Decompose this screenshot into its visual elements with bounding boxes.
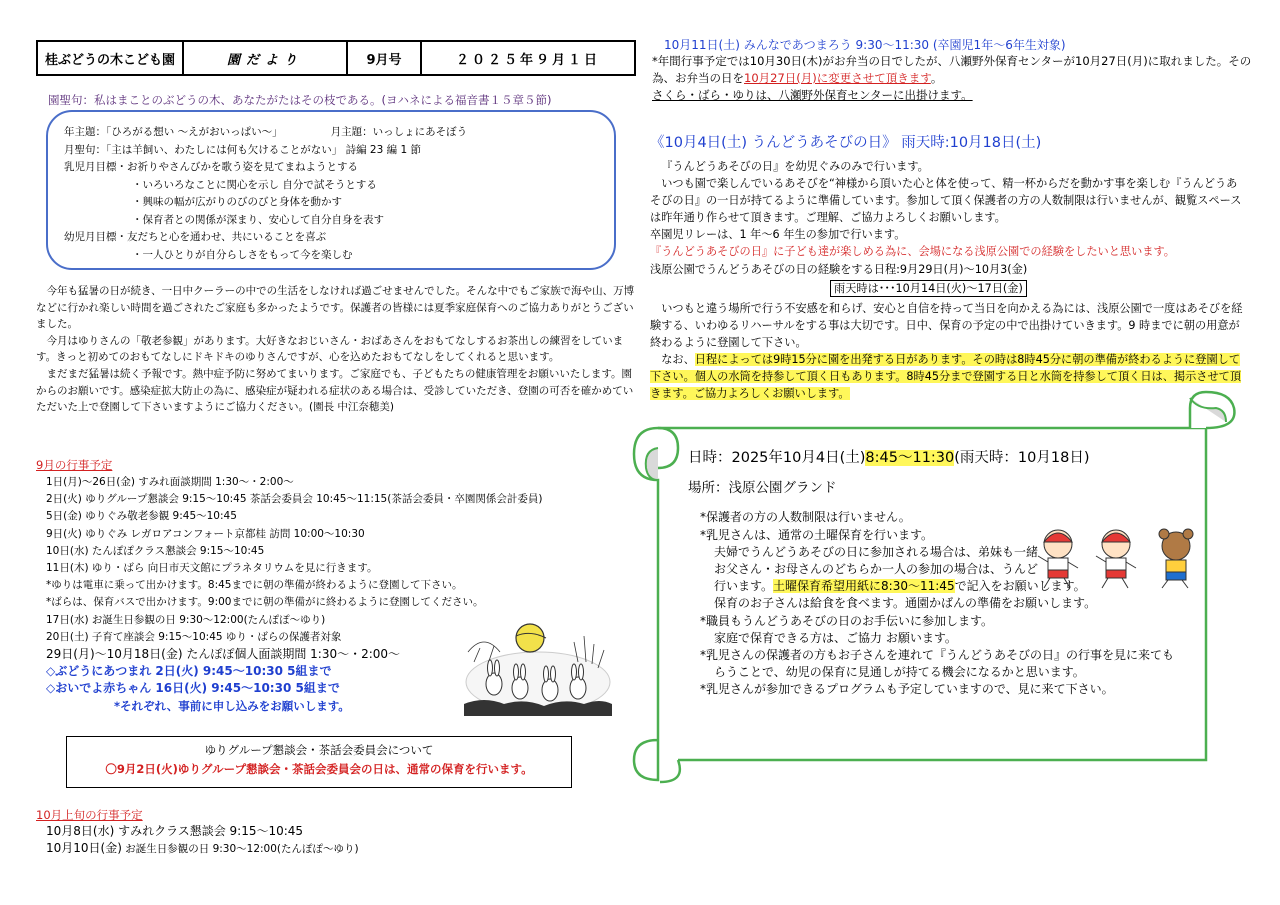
rain-date-box: 雨天時は･･･10月14日(火)～17日(金) (830, 280, 1027, 297)
month-verse: 月聖句：「主は羊飼い、わたしには何も欠けることがない」 詩編 23 編 1 節 (64, 143, 421, 156)
field-trip-note: さくら・ばら・ゆりは、八瀬野外保育センターに出掛けます。 (652, 88, 973, 102)
schedule-row: 1日(月)～26日(金) すみれ面談期間 1:30～・2:00～ (46, 476, 294, 488)
schedule-row: 10日(水) たんぽぽクラス懇談会 9:15～10:45 (46, 544, 265, 557)
october-schedule-title: 10月上旬の行事予定 (36, 808, 143, 822)
group-meeting-notice (66, 736, 572, 788)
schedule-row: 17日(水) お誕生日参観の日 9:30～12:00(たんぽぽ～ゆり) (46, 613, 326, 626)
event-rain-date: (雨天時：10月18日) (954, 450, 1090, 466)
schedule-date: 10月10日(金) (46, 841, 122, 855)
saturday-care-hours: 土曜保育希望用紙に8:30～11:45 (773, 579, 955, 594)
lunch-note-end: 。 (930, 71, 943, 85)
detail-item: *保護者の方の人数制限は行いません。 (700, 510, 911, 525)
lunch-date-change: 10月27日(月)に変更させて頂きます (744, 71, 931, 85)
schedule-row: 11日(木) ゆり・ばら 向日市天文館にプラネタリウムを見に行きます。 (46, 562, 378, 575)
schedule-row: 29日(月)～10月18日(金) たんぽぽ個人面談期間 1:30～・2:00～ (46, 647, 401, 662)
infant-goal: ・興味の幅が広がりのびのびと身体を動かす (132, 196, 342, 208)
detail-sub: 保育のお子さんは給食を食べます。通園かばんの準備をお願いします。 (714, 596, 1097, 611)
detail-sub: 夫婦でうんどうあそびの日に参加される場合は、弟妹も一緒 (714, 544, 1039, 559)
theme-box (46, 110, 616, 270)
theme-row (64, 124, 598, 142)
sports-paragraph: 浅原公園でうんどうあそびの日の経験をする日程:9月29日(月)～10月3(金) (650, 262, 1028, 276)
schedule-row: 10月8日(水) すみれクラス懇談会 9:15～10:45 (46, 824, 304, 838)
event-time: 8:45～11:30 (865, 450, 955, 466)
schedule-detail: お誕生日参観の日 9:30～12:00(たんぽぽ～ゆり) (121, 843, 359, 855)
event-place: 場所：浅原公園グランド (688, 480, 837, 497)
year-theme: 年主題：「ひろがる想い ～えがおいっぱい～」 (64, 126, 283, 138)
sports-highlight: 日程によっては9時15分に園を出発する日があります。その時は8時45分に朝の準備が終わるように登園して下さい。個人の水筒を持参して頂く日もあります。8時45分まで登園する日と水筒を持参して頂く日は、掲示させて頂きます。ご協力よろしくお願いします。 (650, 352, 1242, 401)
school-name: 桂ぶどうの木こども園 (38, 42, 184, 74)
notice-body: 〇9月2日(火)ゆりグループ懇談会・茶話会委員会の日は、通常の保育を行います。 (105, 762, 533, 776)
intro-paragraph: まだまだ猛暑は続く予報です。熱中症予防に努めてまいります。ご家庭でも、子どもたちの健康管理をお願いいたします。園からのお願いです。感染症拡大防止の為に、感染症が疑われる症状のある場合は、受診していただき、登園の可否を確かめていただいた上で登園して下さいますようにご協力ください。(園長 中江奈穂美) (36, 367, 634, 414)
school-verse: 園聖句：私はまことのぶどうの木、あなたがたはその枝である。(ヨハネによる福音書１５章５節) (48, 93, 552, 107)
infant-goal-row (64, 159, 598, 177)
schedule-row: 9日(火) ゆりぐみ レガロアコンフォート京都桂 訪問 10:00～10:30 (46, 527, 365, 540)
infant-goal-label: 乳児月目標 (64, 161, 117, 173)
schedule-row: *ばらは、保育バスで出かけます。9:00までに朝の準備がに終わるように登園してください。 (46, 596, 484, 609)
child-goal: ・一人ひとりが自分らしさをもって今を楽しむ (132, 248, 353, 261)
intro-paragraph: 今年も猛暑の日が続き、一日中クーラーの中での生活をしなければ過ごせませんでした。そんな中でもご家族で海や山、万博などに行かれ楽しい時間を過ごされたご家庭も多かったようです。保護者の皆様には夏季家庭保育へのご協力ありがとうございました。 (36, 285, 635, 331)
infant-goal: ・保育者との関係が深まり、安心して自分自身を表す (132, 213, 384, 226)
moon-rabbits-illustration (464, 612, 612, 716)
sports-paragraph-red: 『うんどうあそびの日』に子ども達が楽しめる為に、会場になる浅原公園での経験をしたいと思います。 (650, 245, 1175, 259)
event-date-label: 日時：2025年10月4日(土) (688, 450, 866, 466)
lunch-day-note (652, 53, 1252, 104)
detail-item: *職員もうんどうあそびの日のお手伝いに参加します。 (700, 613, 994, 628)
september-schedule-title: 9月の行事予定 (36, 458, 113, 472)
detail-sub: お父さん・お母さんのどちらか一人の参加の場合は、うんど (714, 562, 1039, 577)
child-goal-label: 幼児月目標 (64, 231, 117, 243)
event-date (688, 450, 1228, 467)
detail-sub: らうことで、幼児の保育に見通しが持てる機会になるかと思います。 (714, 665, 1085, 680)
infant-goal: ・いろいろなことに関心を示し 自分で試そうとする (132, 178, 377, 191)
october-schedule (46, 823, 359, 858)
running-children-illustration (1030, 522, 1208, 592)
sports-note-prefix: なお、 (661, 352, 695, 366)
newsletter-title: 園だより (184, 42, 348, 74)
child-goal: ・友だちと心を通わせ、共にいることを喜ぶ (116, 231, 327, 243)
principal-message (36, 283, 636, 416)
sports-day-title: 《10月4日(土) うんどうあそびの日》 雨天時:10月18日(土) (650, 135, 1042, 151)
intro-paragraph: 今月はゆりさんの「敬老参観」があります。大好きなおじいさん・おばあさんをおもてなしするお茶出しの練習をしています。きっと初めてのおもてなしにドキドキのゆりさんですが、心を込めたおもてなしをしてくれると思います。 (36, 334, 624, 364)
schedule-row: 2日(火) ゆりグループ懇談会 9:15～10:45 茶話会委員会 10:45～11:15(茶話会委員・卒園関係会計委員) (46, 493, 543, 506)
sports-paragraph: いつもと違う場所で行う不安感を和らげ、安心と自信を持って当日を向かえる為には、浅原公園で一度はあそびを経験する、いわゆるリハーサルをする事は大切です。日中、保育の予定の中で出掛けていきます。9 時までに朝の用意が終わるように登園して下さい。 (650, 301, 1243, 349)
notice-title: ゆりグループ懇談会・茶話会委員会について (204, 743, 434, 757)
header-table (36, 40, 636, 76)
issue-number: 9月号 (348, 42, 422, 74)
schedule-row-blue: ◇おいでよ赤ちゃん 16日(火) 9:45～10:30 5組まで (46, 681, 340, 696)
schedule-row: *ゆりは電車に乗って出かけます。8:45までに朝の準備が終わるように登園して下さい。 (46, 579, 463, 592)
infant-goal: ・お祈りやさんびかを歌う姿を見てまねようとする (116, 161, 358, 173)
application-note: *それぞれ、事前に申し込みをお願いします。 (114, 698, 350, 713)
schedule-row (46, 840, 359, 858)
alumni-event: 10月11日(土) みんなであつまろう 9:30～11:30 (卒園児1年～6年生対象) (664, 38, 1066, 52)
detail-text: で記入をお願いします。 (954, 579, 1086, 594)
detail-item: *乳児さんの保護者の方もお子さんを連れて『うんどうあそびの日』の行事を見に来ても (700, 648, 1175, 663)
detail-text: 行います。 (714, 579, 774, 594)
schedule-row: 5日(金) ゆりぐみ敬老参観 9:45～10:45 (46, 510, 237, 523)
month-theme: 月主題：いっしょにあそぼう (330, 126, 468, 138)
issue-date: ２０２５年９月１日 (455, 52, 600, 68)
sports-paragraph: いつも園で楽しんでいるあそびを“神様から頂いた心と体を使って、精一杯からだを動かす事を楽しむ『うんどうあそびの日』の一日が持てるように準備しています。参加して頂く保護者の方の人数制限は行いませんが、観覧スペースは昨年通り作らせて頂きます。ご理解、ご協力よろしくお願いします。 (650, 177, 1242, 225)
lunch-note-text: *年間行事予定では10月30日(木)がお弁当の日でしたが、八瀬野外保育センターが10月27日(月)に取れました。その為、お弁当の日を (652, 54, 1252, 85)
detail-item: *乳児さんは、通常の土曜保育を行います。 (700, 527, 934, 542)
schedule-row-blue: ◇ぶどうにあつまれ 2日(火) 9:45～10:30 5組まで (46, 664, 332, 679)
sports-paragraph: 『うんどうあそびの日』を幼児ぐみのみで行います。 (661, 160, 929, 173)
detail-sub: 家庭で保育できる方は、ご協力 お願います。 (714, 630, 957, 645)
child-goal-row (64, 229, 598, 247)
schedule-row: 20日(土) 子育て座談会 9:15～10:45 ゆり・ばらの保護者対象 (46, 630, 342, 643)
sports-day-body (650, 158, 1246, 402)
detail-item: *乳児さんが参加できるプログラムも予定していますので、見に来て下さい。 (700, 682, 1114, 697)
sports-paragraph: 卒園児リレーは、1 年～6 年生の参加で行います。 (650, 228, 906, 242)
